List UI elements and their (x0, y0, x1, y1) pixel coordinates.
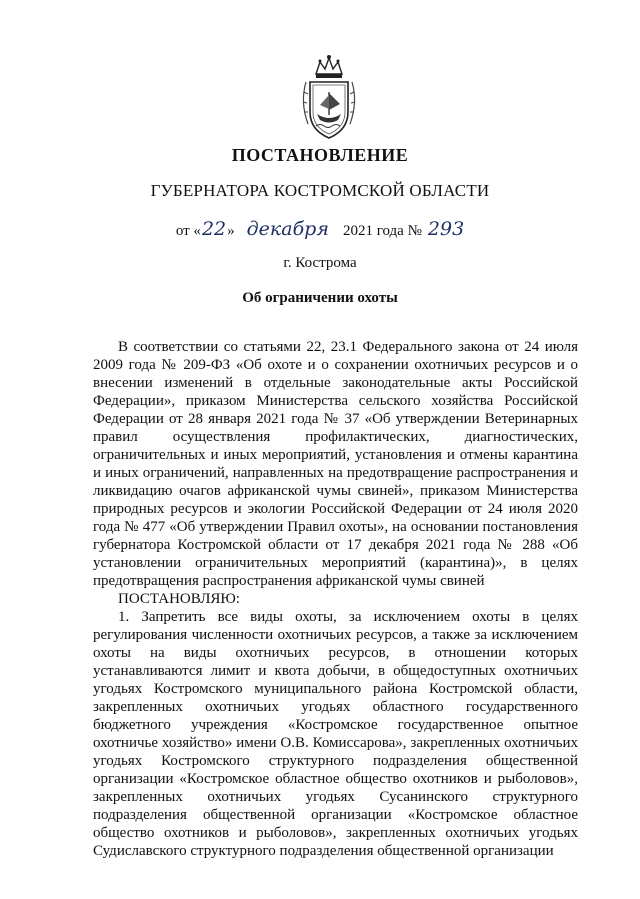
preamble-paragraph: В соответствии со статьями 22, 23.1 Федерального закона от 24 июля 2009 года № 209-ФЗ «Об охоте и о сохранении охотничьих ресурсов и о внесении изменений в отдельные законодательные акты Российской Федерации», приказом Министерства сельского хозяйства Российской Федерации от 28 января 2021 года № 37 «Об утверждении Ветеринарных правил осуществления профилактических, диагностических, ограничительных и иных мероприятий, установления и отмены карантина и иных ограничений, направленных на предотвращение распространения и ликвидацию очагов африканской чумы свиней», приказом Министерства природных ресурсов и экологии Российской Федерации от 24 июля 2020 года № 477 «Об утверждении Правил охоты», на основании постановления губернатора Костромской области от 17 декабря 2021 года № 288 «Об установлении ограничительных мероприятий (карантина)», в целях предотвращения распространения африканской чумы свиней (93, 339, 578, 589)
document-issuer: ГУБЕРНАТОРА КОСТРОМСКОЙ ОБЛАСТИ (150, 181, 490, 200)
document-city: г. Кострома (283, 255, 357, 271)
decree-word: ПОСТАНОВЛЯЮ: (118, 591, 240, 607)
date-month-handwritten: декабря (246, 218, 329, 240)
date-quote-close: » (227, 223, 235, 239)
item-1-paragraph: 1. Запретить все виды охоты, за исключением охоты в целях регулирования численности охотничьих ресурсов, а также за исключением охоты на виды охотничьих ресурсов, в отношении которых устанавливаются лимит и квота добычи, в общедоступных охотничьих угодьях Костромского муниципального района Костромской области, закрепленных охотничьих угодьях областного государственного бюджетного учреждения «Костромское государственное опытное охотничье хозяйство» имени О.В. Комиссарова», закрепленных охотничьих угодьях Костромского структурного подразделения общественной организации «Костромское областное общество охотников и рыболовов», закрепленных охотничьих угодьях Сусанинского структурного подразделения общественной организации «Костромское областное общество охотников и рыболовов», закрепленных охотничьих угодьях Судиславского структурного подразделения общественной организации (93, 609, 578, 859)
coat-of-arms-emblem (296, 52, 362, 142)
document-number-handwritten: 293 (427, 218, 465, 240)
date-day-handwritten: 22 (201, 218, 227, 240)
date-year: 2021 года № (342, 223, 422, 239)
document-body (93, 338, 578, 860)
document-dateline (0, 218, 640, 240)
document-subject: Об ограничении охоты (242, 290, 398, 306)
document-title: ПОСТАНОВЛЕНИЕ (231, 145, 409, 165)
date-prefix: от « (175, 223, 201, 239)
